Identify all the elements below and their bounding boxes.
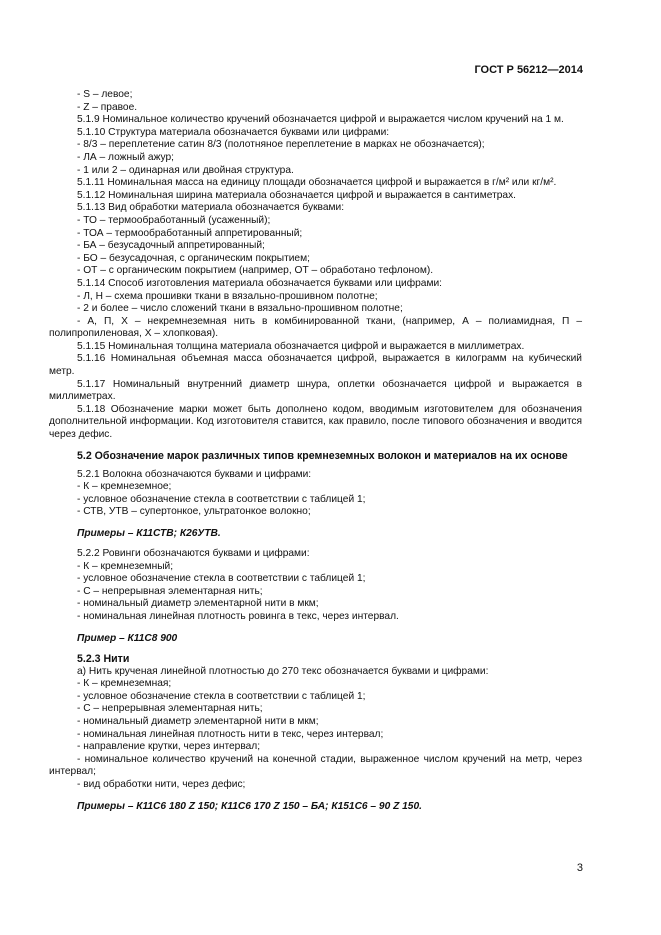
- list-item: - СТВ, УТВ – супертонкое, ультратонкое волокно;: [77, 506, 311, 518]
- paragraph-5-1-15: 5.1.15 Номинальная толщина материала обозначается цифрой и выражается в миллиметрах.: [77, 340, 525, 352]
- list-item: - А, П, Х – некремнеземная нить в комбинированной ткани, (например, А – полиамидная, П – полипропиленовая, Х – хлопковая).: [49, 315, 582, 340]
- list-item: - номинальный диаметр элементарной нити в мкм;: [77, 598, 319, 610]
- section-heading-5-2-3: 5.2.3 Нити: [77, 652, 130, 665]
- list-item: - 2 и более – число сложений ткани в вязально-прошивном полотне;: [77, 303, 403, 315]
- list-item: - ЛА – ложный ажур;: [77, 151, 174, 163]
- spacer: [49, 442, 582, 450]
- list-item: - S – левое;: [77, 89, 133, 100]
- paragraph-5-1-9: 5.1.9 Номинальное количество кручений обозначается цифрой и выражается числом кручений на 1 м.: [77, 114, 564, 126]
- list-item: - номинальная линейная плотность ровинга в текс, через интервал.: [77, 610, 399, 622]
- list-item: - условное обозначение стекла в соответствии с таблицей 1;: [77, 493, 366, 505]
- example-5-2-2: Пример – К11С8 900: [77, 632, 178, 644]
- page-number: 3: [576, 862, 583, 874]
- example-5-2-3: Примеры – К11С6 180 Z 150; К11С6 170 Z 150 – БА; К151С6 – 90 Z 150.: [77, 800, 422, 812]
- list-item: - К – кремнеземное;: [77, 481, 172, 493]
- spacer: [49, 645, 582, 653]
- list-item: - С – непрерывная элементарная нить;: [77, 703, 263, 715]
- spacer: [49, 792, 582, 800]
- paragraph-5-1-18: 5.1.18 Обозначение марки может быть дополнено кодом, вводимым изготовителем для обозначения дополнительной информации. Код изготовителя ставится, как правило, после типового обозначения и вводится через дефис.: [49, 403, 582, 441]
- list-item: - БО – безусадочная, с органическим покрытием;: [77, 252, 310, 264]
- list-item: - номинальное количество кручений на конечной стадии, выраженное числом кручений на метр, через интервал;: [49, 753, 582, 778]
- paragraph-5-2-2: 5.2.2 Ровинги обозначаются буквами и цифрами:: [77, 548, 310, 559]
- list-item: - Л, Н – схема прошивки ткани в вязально-прошивном полотне;: [77, 290, 378, 302]
- list-item: - 8/3 – переплетение сатин 8/3 (полотняное переплетение в марках не обозначается);: [77, 139, 485, 151]
- paragraph-5-2-1: 5.2.1 Волокна обозначаются буквами и цифрами:: [77, 468, 312, 480]
- list-item: - К – кремнеземный;: [77, 560, 174, 572]
- document-code: ГОСТ Р 56212—2014: [474, 64, 583, 76]
- paragraph-5-1-12: 5.1.12 Номинальная ширина материала обозначается цифрой и выражается в сантиметрах.: [77, 189, 516, 201]
- paragraph-5-1-16: 5.1.16 Номинальная объемная масса обозначается цифрой, выражается в килограмм на кубический метр.: [49, 353, 582, 378]
- list-item: - К – кремнеземная;: [77, 678, 172, 690]
- section-heading-5-2: 5.2 Обозначение марок различных типов кремнеземных волокон и материалов на их основе: [77, 449, 568, 462]
- list-item: - номинальный диаметр элементарной нити в мкм;: [77, 715, 319, 727]
- list-item: - номинальная линейная плотность нити в текс, через интервал;: [77, 728, 384, 740]
- paragraph-5-1-10: 5.1.10 Структура материала обозначается буквами или цифрами:: [77, 126, 390, 138]
- page-body: [49, 89, 582, 813]
- list-item: - ТОА – термообработанный аппретированный;: [77, 227, 303, 239]
- list-item: - С – непрерывная элементарная нить;: [77, 585, 263, 597]
- paragraph-5-1-11: 5.1.11 Номинальная масса на единицу площади обозначается цифрой и выражается в г/м² или кг/м².: [77, 177, 557, 189]
- paragraph-5-2-3-a: а) Нить крученая линейной плотностью до 270 текс обозначается буквами и цифрами:: [77, 665, 489, 677]
- paragraph-5-1-17: 5.1.17 Номинальный внутренний диаметр шнура, оплетки обозначается цифрой и выражается в миллиметрах.: [49, 378, 582, 403]
- list-item: - направление крутки, через интервал;: [77, 741, 261, 753]
- paragraph-5-1-13: 5.1.13 Вид обработки материала обозначается буквами:: [77, 202, 345, 214]
- example-5-2-1: Примеры – К11СТВ; К26УТВ.: [77, 528, 221, 539]
- list-item: - 1 или 2 – одинарная или двойная структура.: [77, 164, 294, 176]
- list-item: - БА – безусадочный аппретированный;: [77, 240, 265, 252]
- list-item: - вид обработки нити, через дефис;: [77, 778, 246, 790]
- list-item: - Z – правое.: [77, 101, 138, 113]
- spacer: [49, 519, 582, 527]
- list-item: - условное обозначение стекла в соответствии с таблицей 1;: [77, 573, 366, 585]
- list-item: - условное обозначение стекла в соответствии с таблицей 1;: [77, 690, 366, 702]
- list-item: - ОТ – с органическим покрытием (например, ОТ – обработано тефлоном).: [77, 265, 434, 277]
- spacer: [49, 540, 582, 548]
- paragraph-5-1-14: 5.1.14 Способ изготовления материала обозначается буквами или цифрами:: [77, 277, 442, 289]
- spacer: [49, 624, 582, 632]
- list-item: - ТО – термообработанный (усаженный);: [77, 214, 271, 226]
